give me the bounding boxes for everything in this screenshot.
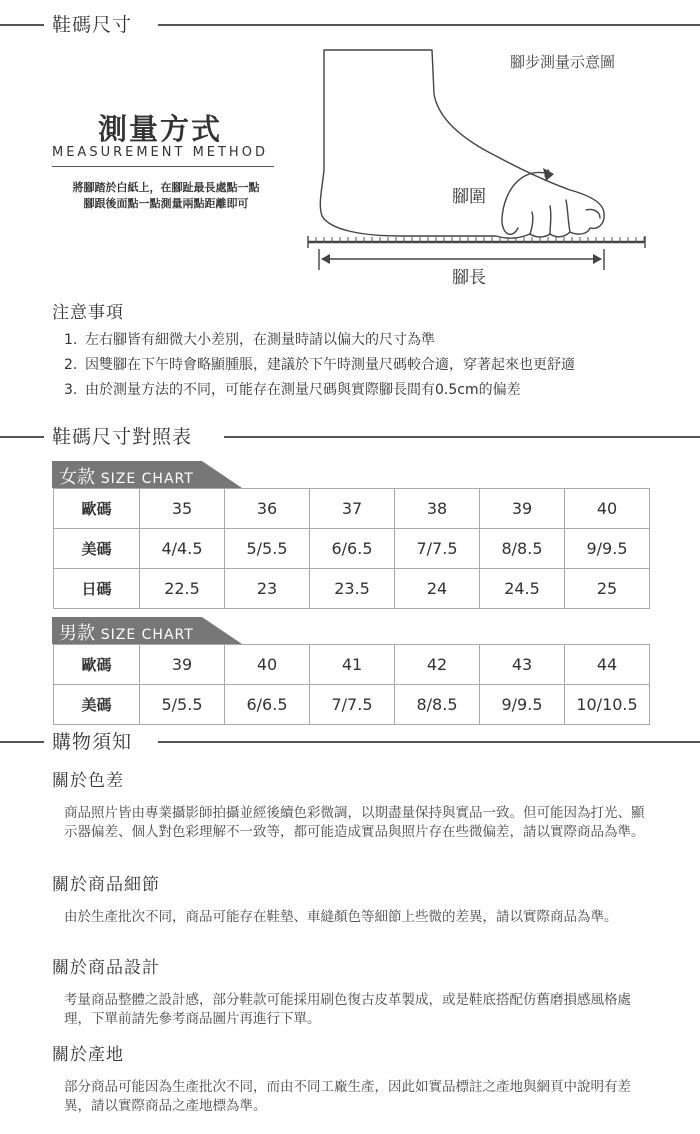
shopping-item-title: 關於商品細節 (52, 875, 160, 895)
table-cell: 38 (395, 489, 480, 529)
notes-title: 注意事項 (52, 303, 124, 323)
men-size-table (53, 644, 650, 725)
label-circumference: 腳圍 (452, 187, 486, 207)
table-row (54, 529, 650, 569)
label-en: SIZE CHART (100, 471, 194, 487)
notes-list (64, 328, 575, 403)
method-subtitle: MEASUREMENT METHOD (52, 145, 268, 160)
table-cell: 7/7.5 (310, 685, 395, 725)
table-cell: 4/4.5 (140, 529, 225, 569)
shopping-item-text: 由於生產批次不同，商品可能存在鞋墊、車縫顏色等細節上些微的差異，請以實際商品為準。 (64, 909, 618, 925)
row-header: 美碼 (54, 529, 140, 569)
table-cell: 9/9.5 (565, 529, 650, 569)
toe-lines (530, 200, 570, 234)
table-cell: 43 (480, 645, 565, 685)
table-cell: 41 (310, 645, 395, 685)
table-cell: 39 (480, 489, 565, 529)
table-cell: 39 (140, 645, 225, 685)
table-row (54, 489, 650, 529)
note-item (64, 353, 575, 378)
table-cell: 23.5 (310, 569, 395, 609)
label-en: SIZE CHART (100, 627, 194, 643)
note-number: 2. (64, 357, 78, 373)
table-row (54, 685, 650, 725)
table-cell: 22.5 (140, 569, 225, 609)
shopping-item-text: 考量商品整體之設計感，部分鞋款可能採用刷色復古皮革製成，或是鞋底搭配仿舊磨損感風格處理，下單前請先參考商品圖片再進行下單。 (64, 992, 631, 1027)
table-row (54, 569, 650, 609)
table-cell: 42 (395, 645, 480, 685)
row-header: 歐碼 (54, 645, 140, 685)
table-cell: 8/8.5 (480, 529, 565, 569)
table-row (54, 645, 650, 685)
women-chart-label (52, 461, 242, 488)
toe-nail (586, 209, 600, 218)
shopping-item-title: 關於色差 (52, 771, 124, 791)
shopping-item-color (52, 766, 652, 842)
shopping-item-text: 商品照片皆由專業攝影師拍攝並經後續色彩微調，以期盡量保持與實品一致。但可能因為打光、顯示器偏差、個人對色彩理解不一致等，都可能造成實品與照片存在些微偏差，請以實際商品為準。 (64, 805, 645, 840)
section-header-size-chart (0, 425, 700, 449)
label-zh: 男款 (59, 623, 95, 644)
foot-outline (320, 50, 604, 238)
note-item (64, 328, 575, 353)
method-title: 測量方式 (98, 112, 223, 146)
table-cell: 35 (140, 489, 225, 529)
table-cell: 6/6.5 (310, 529, 395, 569)
table-cell: 36 (225, 489, 310, 529)
divider (0, 741, 44, 743)
note-number: 1. (64, 332, 78, 348)
method-description-line: 腳跟後面點一點測量兩點距離即可 (83, 197, 249, 210)
table-cell: 8/8.5 (395, 685, 480, 725)
divider (158, 741, 700, 743)
table-cell: 10/10.5 (565, 685, 650, 725)
women-size-table (53, 488, 650, 609)
table-cell: 40 (565, 489, 650, 529)
shopping-item-origin (52, 1040, 652, 1116)
divider (224, 436, 700, 438)
row-header: 美碼 (54, 685, 140, 725)
section-title: 鞋碼尺寸 (52, 14, 133, 36)
table-cell: 6/6.5 (225, 685, 310, 725)
shopping-item-title: 關於產地 (52, 1045, 124, 1065)
divider (0, 436, 44, 438)
row-header: 日碼 (54, 569, 140, 609)
row-header: 歐碼 (54, 489, 140, 529)
arrow-head (321, 254, 330, 264)
section-title: 鞋碼尺寸對照表 (52, 426, 193, 448)
shopping-item-details (52, 870, 652, 927)
table-cell: 23 (225, 569, 310, 609)
section-title: 購物須知 (52, 731, 133, 753)
note-text: 左右腳皆有細微大小差別，在測量時請以偏大的尺寸為準 (85, 332, 435, 348)
method-description (52, 180, 280, 212)
table-cell: 40 (225, 645, 310, 685)
diagram-caption: 腳步測量示意圖 (510, 53, 616, 71)
table-cell: 7/7.5 (395, 529, 480, 569)
table-cell: 9/9.5 (480, 685, 565, 725)
men-chart-label (52, 617, 242, 644)
table-cell: 5/5.5 (225, 529, 310, 569)
foot-diagram (300, 40, 650, 290)
table-cell: 5/5.5 (140, 685, 225, 725)
method-description-line: 將腳踏於白紙上，在腳趾最長處點一點 (72, 181, 260, 194)
table-cell: 25 (565, 569, 650, 609)
note-item (64, 378, 575, 403)
arrow-head (593, 254, 602, 264)
table-cell: 44 (565, 645, 650, 685)
label-zh: 女款 (59, 467, 95, 488)
note-text: 因雙腳在下午時會略顯腫脹，建議於下午時測量尺碼較合適，穿著起來也更舒適 (85, 357, 575, 373)
table-cell: 24 (395, 569, 480, 609)
note-text: 由於測量方法的不同，可能存在測量尺碼與實際腳長間有0.5cm的偏差 (85, 382, 521, 398)
divider (158, 24, 700, 26)
table-cell: 24.5 (480, 569, 565, 609)
shopping-item-text: 部分商品可能因為生產批次不同，而由不同工廠生產，因此如實品標註之產地與網頁中說明有差異，請以實際商品之產地標為準。 (64, 1079, 631, 1114)
label-text (59, 463, 194, 489)
note-number: 3. (64, 382, 78, 398)
label-length: 腳長 (452, 268, 486, 288)
label-text (59, 619, 194, 645)
shopping-item-title: 關於商品設計 (52, 958, 160, 978)
section-header-shopping (0, 730, 700, 754)
shopping-item-design (52, 953, 652, 1029)
table-cell: 37 (310, 489, 395, 529)
section-header-shoe-size (0, 13, 700, 37)
circumference-loop (502, 172, 550, 234)
divider (0, 24, 44, 26)
divider (52, 166, 274, 167)
